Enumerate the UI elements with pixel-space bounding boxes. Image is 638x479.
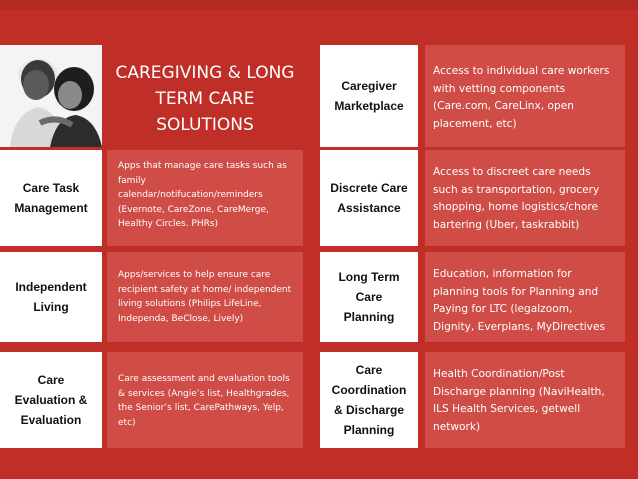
category-line: Evaluation & [14, 393, 88, 407]
category-line: Assistance [337, 201, 401, 215]
description-care-evaluation: Care assessment and evaluation tools & services (Angie’s list, Healthgrades, the Senior’s list, CarePathways, Yelp, etc) [107, 352, 303, 448]
category-line: Discrete Care [330, 181, 408, 195]
title-panel [107, 45, 303, 147]
category-care-task-management [0, 150, 102, 246]
top-band [0, 0, 638, 10]
category-care-coordination [320, 352, 418, 448]
description-care-coordination: Health Coordination/Post Discharge planning (NaviHealth, ILS Health Services, getwell network) [425, 352, 625, 448]
category-line: Planning [343, 310, 395, 324]
category-line: Evaluation [20, 413, 82, 427]
caregivers-image-icon [0, 45, 102, 147]
title-line: CAREGIVING & LONG [115, 63, 295, 83]
slide-title [107, 45, 303, 138]
title-line: SOLUTIONS [156, 115, 254, 135]
description-care-task-management: Apps that manage care tasks such as family calendar/notifucation/reminders (Evernote, CareZone, CareMerge, Healthy Circles. PHRs) [107, 150, 303, 246]
category-line: Long Term [338, 270, 400, 284]
title-line: TERM CARE [155, 89, 255, 109]
category-line: Living [33, 300, 69, 314]
category-line: Care Task [22, 181, 80, 195]
description-discrete-care-assistance: Access to discreet care needs such as transportation, grocery shopping, home logistics/chore bartering (Uber, taskrabbit) [425, 150, 625, 246]
category-line: Caregiver [341, 79, 397, 93]
description-independent-living: Apps/services to help ensure care recipient safety at home/ independent living solutions (Philips LifeLine, Independa, BeClose, Lively) [107, 252, 303, 342]
category-caregiver-marketplace [320, 45, 418, 147]
category-line: Independent [15, 280, 87, 294]
caregiver-photo [0, 45, 102, 147]
category-line: Management [14, 201, 88, 215]
category-discrete-care-assistance [320, 150, 418, 246]
category-line: Planning [343, 423, 395, 437]
category-long-term-care-planning [320, 252, 418, 342]
category-line: Marketplace [334, 99, 404, 113]
category-independent-living [0, 252, 102, 342]
category-line: Care [37, 373, 65, 387]
category-line: & Discharge [333, 403, 405, 417]
category-line: Care [355, 363, 383, 377]
category-line: Care [355, 290, 383, 304]
description-caregiver-marketplace: Access to individual care workers with vetting components (Care.com, CareLinx, open placement, etc) [425, 45, 625, 147]
category-care-evaluation [0, 352, 102, 448]
description-long-term-care-planning: Education, information for planning tools for Planning and Paying for LTC (legalzoom, Dignity, Everplans, MyDirectives [425, 252, 625, 342]
category-line: Coordination [331, 383, 407, 397]
